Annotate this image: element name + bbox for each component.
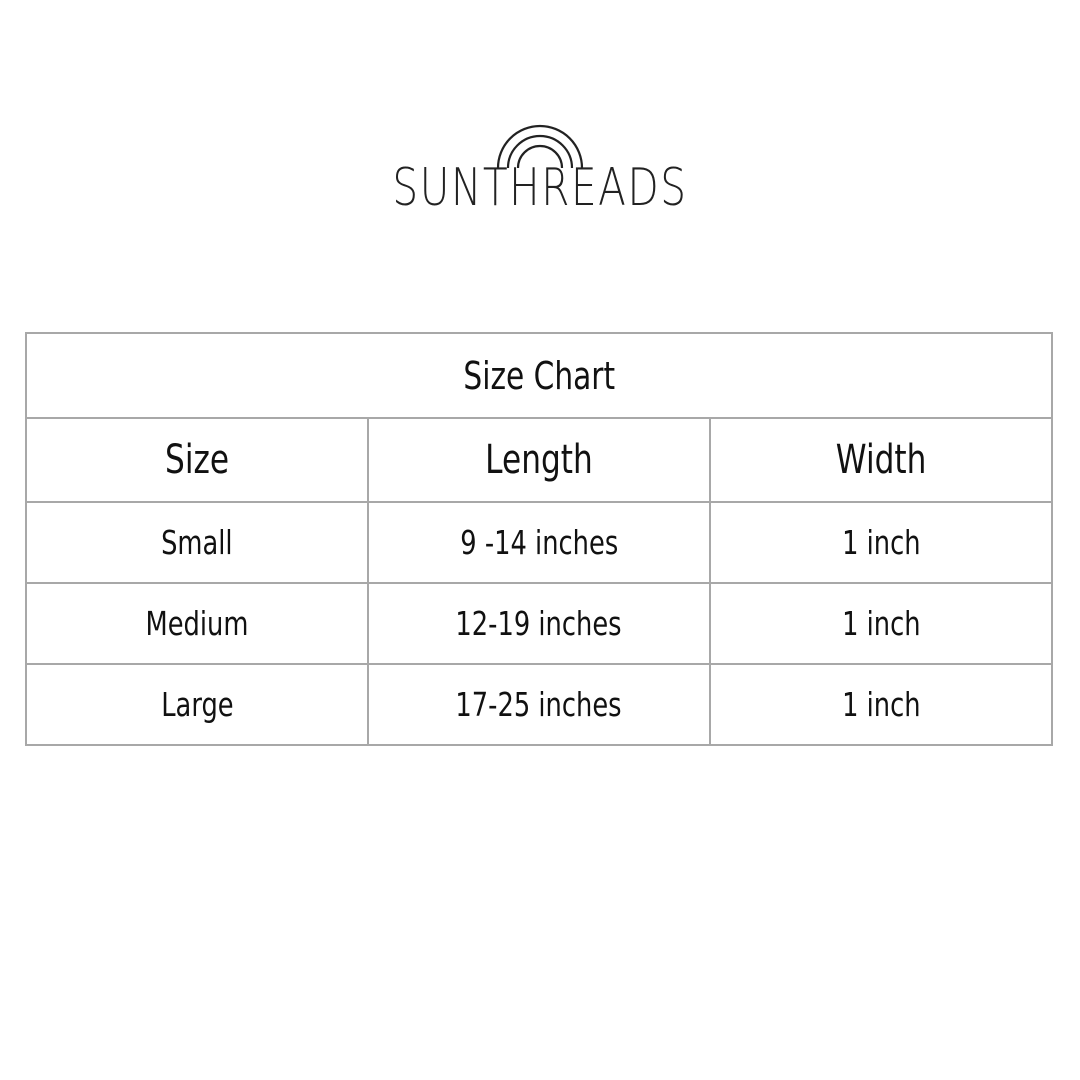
table-row	[26, 664, 1052, 745]
brand-name: SUNTHREADS	[392, 158, 688, 218]
cell-length: 17-25 inches	[368, 664, 710, 745]
cell-size: Small	[26, 502, 368, 583]
column-header-length: Length	[368, 418, 710, 502]
size-chart-table	[25, 332, 1053, 746]
table-title: Size Chart	[26, 333, 1052, 418]
cell-length: 12-19 inches	[368, 583, 710, 664]
cell-length: 9 -14 inches	[368, 502, 710, 583]
cell-width: 1 inch	[710, 583, 1052, 664]
column-header-size: Size	[26, 418, 368, 502]
cell-size: Large	[26, 664, 368, 745]
cell-size: Medium	[26, 583, 368, 664]
table-header-row	[26, 418, 1052, 502]
table-title-row	[26, 333, 1052, 418]
table-row	[26, 502, 1052, 583]
cell-width: 1 inch	[710, 664, 1052, 745]
brand-logo	[340, 112, 740, 230]
cell-width: 1 inch	[710, 502, 1052, 583]
table-row	[26, 583, 1052, 664]
column-header-width: Width	[710, 418, 1052, 502]
